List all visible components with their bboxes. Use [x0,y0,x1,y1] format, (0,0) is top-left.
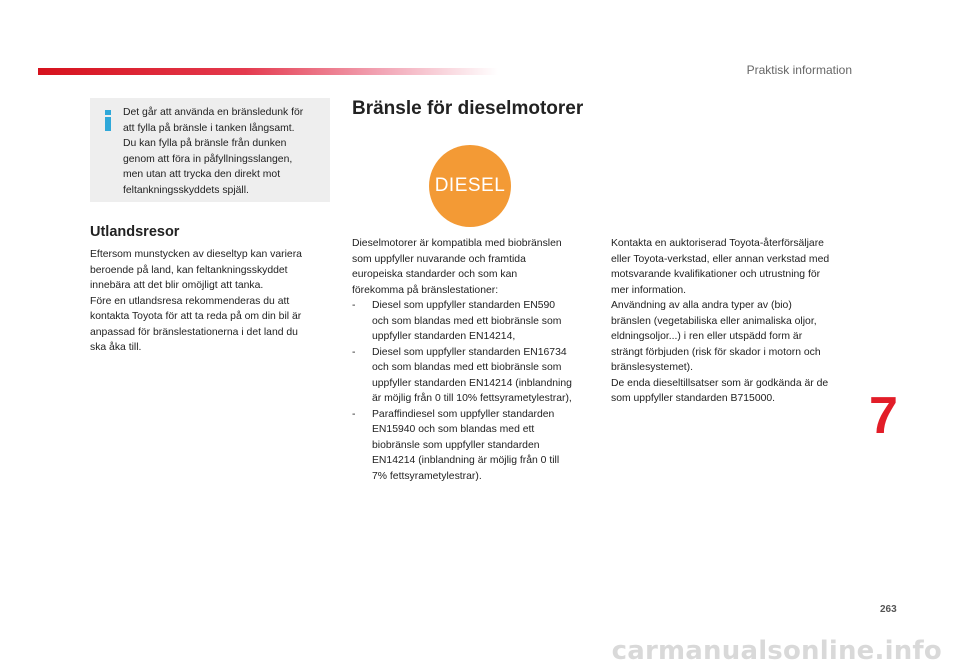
chapter-number: 7 [869,387,898,445]
section-title: Praktisk information [746,63,852,77]
list-item: - Diesel som uppfyller standarden EN16734 och som blandas med ett biobränsle som uppfyller standarden EN14214 (inblandning är möjlig från 0 till 10% fettsyrametylestrar), [352,346,572,404]
diesel-badge-icon: DIESEL [429,145,511,227]
list-item: - Paraffindiesel som uppfyller standarden EN15940 och som blandas med ett biobränsle som uppfyller standarden EN14214 (inblandning är möjlig från 0 till 7% fettsyrametylestrar). [352,408,560,482]
info-icon [102,110,114,132]
info-box [90,98,330,202]
contact-column [611,236,861,407]
list-item: - Diesel som uppfyller standarden EN590 och som blandas med ett biobränsle som uppfyller standarden EN14214, [352,300,562,342]
header-accent-bar [38,68,498,75]
intro-paragraph: Dieselmotorer är kompatibla med biobränslen som uppfyller nuvarande och framtida europeiska standarder och som kan förekomma på bränslestationer: [352,238,562,296]
contact-paragraph: Kontakta en auktoriserad Toyota-återförsäljare eller Toyota-verkstad, eller annan verkstad med motsvarande kvalifikationer och utrustning för mer information. Användning av alla andra typer av (bio) bränslen (vegetabiliska eller animaliska oljor, eldningsoljor...) i ren eller utspädd form är strängt förbjuden (risk för skador i motorn och bränslesystemet). De enda dieseltillsatser som är godkända är de som uppfyller standarden B715000. [611,238,830,404]
watermark: carmanualsonline.info [611,636,942,666]
info-text: Det går att använda en bränsledunk för att fylla på bränsle i tanken långsamt. Du kan fylla på bränsle från dunken genom att föra in påfyllningsslangen, men utan att trycka den direkt mot feltankningsskyddets spjäll. [123,107,304,196]
page-number: 263 [880,604,897,615]
diesel-compatibility-column [352,236,597,484]
standards-list [352,298,597,484]
page-title: Bränsle för dieselmotorer [352,98,584,119]
abroad-body: Eftersom munstycken av dieseltyp kan variera beroende på land, kan feltankningsskyddet innebära att det blir omöjligt att tanka. Före en utlandsresa rekommenderas du att kontakta Toyota för att ta reda på om din bil är anpassad för bränslestationerna i det land du ska åka till. [90,249,302,353]
abroad-heading: Utlandsresor [90,224,180,240]
